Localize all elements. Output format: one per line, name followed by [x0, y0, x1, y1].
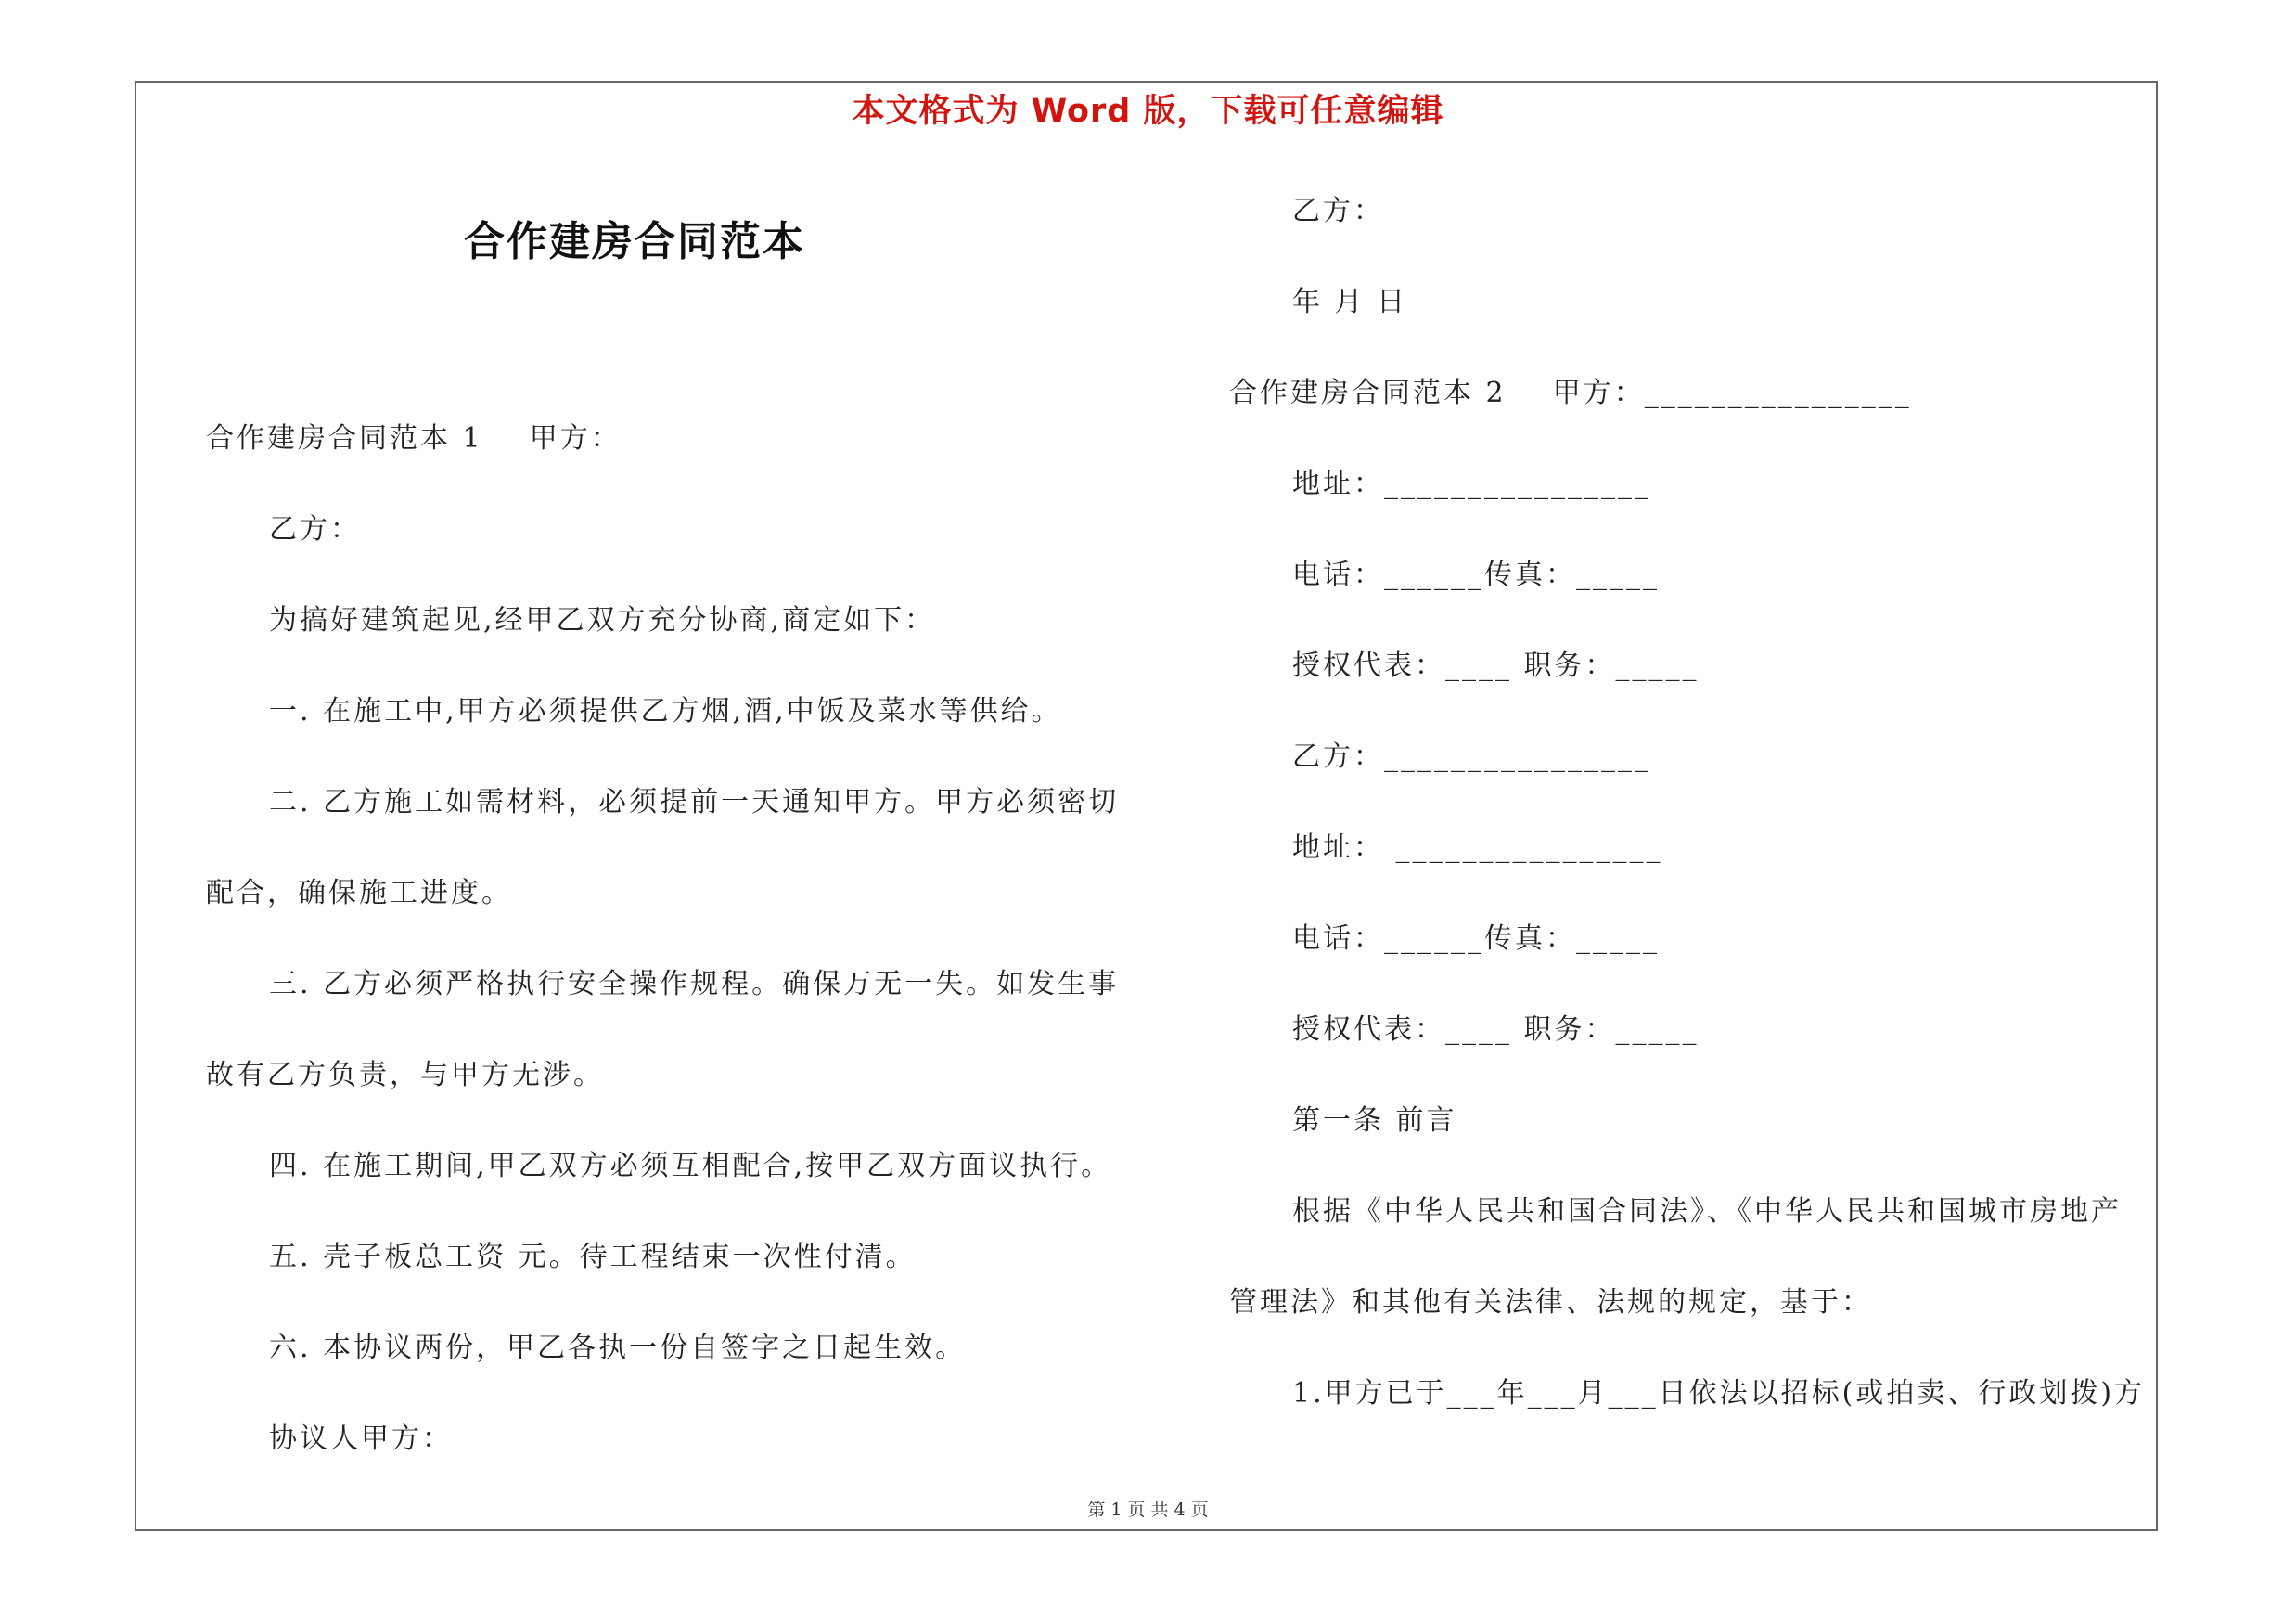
- left-line-6: 配合，确保施工进度。: [206, 877, 512, 909]
- right-line-12: 根据《中华人民共和国合同法》、《中华人民共和国城市房地产: [1292, 1195, 2122, 1228]
- left-line-10: 五. 壳子板总工资 元。待工程结束一次性付清。: [269, 1241, 917, 1273]
- left-line-1: 合作建房合同范本 1 甲方：: [206, 422, 622, 455]
- right-line-6: 授权代表：____ 职务：_____: [1292, 650, 1700, 682]
- right-line-7: 乙方：________________: [1292, 741, 1651, 773]
- document-title: 合作建房合同范本: [464, 218, 805, 265]
- left-line-9: 四. 在施工期间,甲乙双方必须互相配合,按甲乙双方面议执行。: [269, 1150, 1112, 1182]
- left-line-5: 二. 乙方施工如需材料，必须提前一天通知甲方。甲方必须密切: [269, 786, 1120, 818]
- left-line-11: 六. 本协议两份，甲乙各执一份自签字之日起生效。: [269, 1332, 967, 1364]
- page-footer: 第 1 页 共 4 页: [1087, 1500, 1209, 1520]
- right-line-9: 电话：______传真：_____: [1292, 922, 1660, 955]
- right-line-1: 乙方：: [1292, 195, 1384, 227]
- left-line-7: 三. 乙方必须严格执行安全操作规程。确保万无一失。如发生事: [269, 968, 1120, 1000]
- right-line-4: 地址：________________: [1292, 468, 1651, 500]
- left-line-4: 一. 在施工中,甲方必须提供乙方烟,酒,中饭及菜水等供给。: [269, 695, 1062, 728]
- left-line-8: 故有乙方负责，与甲方无涉。: [206, 1059, 604, 1091]
- right-line-8: 地址： ________________: [1292, 831, 1663, 864]
- left-line-2: 乙方：: [269, 513, 361, 546]
- right-line-5: 电话：______传真：_____: [1292, 559, 1660, 591]
- right-line-3: 合作建房合同范本 2 甲方：________________: [1229, 377, 1912, 409]
- right-line-10: 授权代表：____ 职务：_____: [1292, 1013, 1700, 1046]
- format-banner: 本文格式为 Word 版，下载可任意编辑: [852, 93, 1444, 130]
- right-line-11: 第一条 前言: [1292, 1104, 1457, 1137]
- right-line-2: 年 月 日: [1292, 286, 1408, 318]
- right-line-14: 1.甲方已于___年___月___日依法以招标(或拍卖、行政划拨)方: [1292, 1377, 2146, 1410]
- left-line-3: 为搞好建筑起见,经甲乙双方充分协商,商定如下：: [269, 604, 936, 637]
- right-line-13: 管理法》和其他有关法律、法规的规定，基于：: [1229, 1286, 1872, 1319]
- left-line-12: 协议人甲方：: [269, 1423, 453, 1455]
